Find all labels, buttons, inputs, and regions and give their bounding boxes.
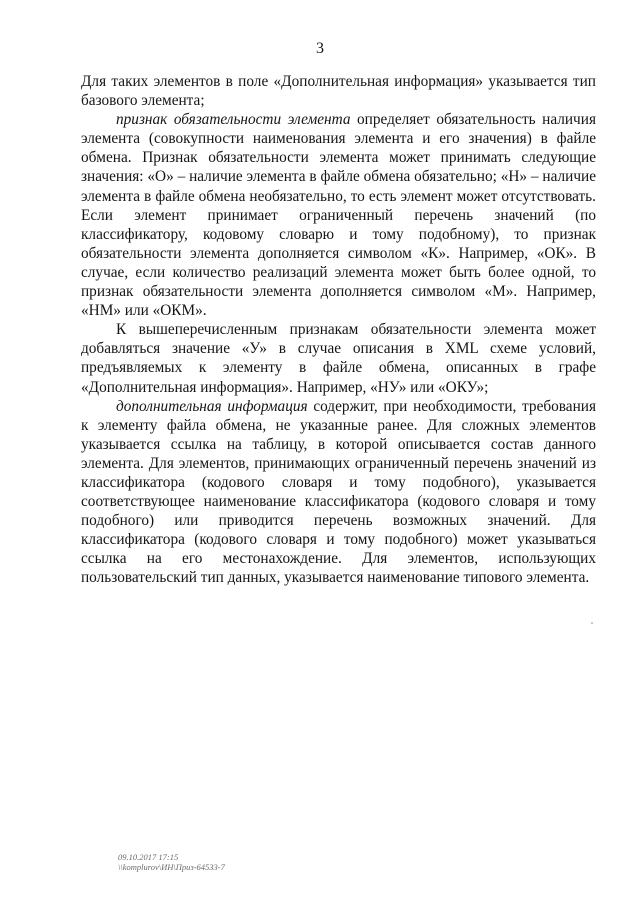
- paragraph-mandatory-attribute: [81, 110, 596, 320]
- footer-file-path: \\komplurov\ИН\Приз-64533-7: [118, 862, 225, 872]
- term-additional-info: дополнительная информация: [116, 397, 308, 415]
- paragraph-text: определяет обязательность наличия элемента (совокупности наименования элемента и его значения) в файле обмена. Признак обязательности элемента может принимать следующие значения: «О» – наличие элемента в файле обмена обязательно; «Н» – наличие элемента в файле обмена необязательно, то есть элемент может отсутствовать. Если элемент принимает ограниченный перечень значений (по классификатору, кодовому словарю и тому подобному), то признак обязательности элемента дополняется символом «К». Например, «ОК». В случае, если количество реализаций элемента может быть более одной, то признак обязательности элемента дополняется символом «М». Например, «НМ» или «ОКМ».: [81, 111, 596, 320]
- document-footer: [118, 852, 225, 872]
- paragraph-text: содержит, при необходимости, требования к элементу файла обмена, не указанные ранее. Для сложных элементов указывается ссылка на таблицу, в которой описывается состав данного элемента. Для элементов, принимающих ограниченный перечень значений из классификатора (кодового словаря и тому подобного), указывается соответствующее наименование классификатора (кодового словаря и тому подобного) или приводится перечень возможных значений. Для классификатора (кодового словаря и тому подобного) может указываться ссылка на его местонахождение. Для элементов, использующих пользовательский тип данных, указывается наименование типового элемента.: [81, 397, 597, 587]
- paragraph-text: Для таких элементов в поле «Дополнительная информация» указывается тип базового элемента;: [81, 73, 596, 110]
- footer-timestamp: 09.10.2017 17:15: [118, 852, 179, 862]
- paragraph-base-element-type: [81, 72, 596, 110]
- scan-speck: [591, 622, 593, 624]
- paragraph-text: К вышеперечисленным признакам обязательности элемента может добавляться значение «У» в случае описания в XML схеме условий, предъявляемых к элементу в файле обмена, описанных в графе «Дополнительная информация». Например, «НУ» или «ОКУ»;: [81, 321, 596, 396]
- page-number: 3: [316, 40, 324, 57]
- term-mandatory-attribute: признак обязательности элемента: [116, 111, 351, 129]
- paragraph-additional-info: [81, 397, 596, 588]
- document-body: [81, 72, 596, 588]
- paragraph-conditional-value: [81, 320, 596, 396]
